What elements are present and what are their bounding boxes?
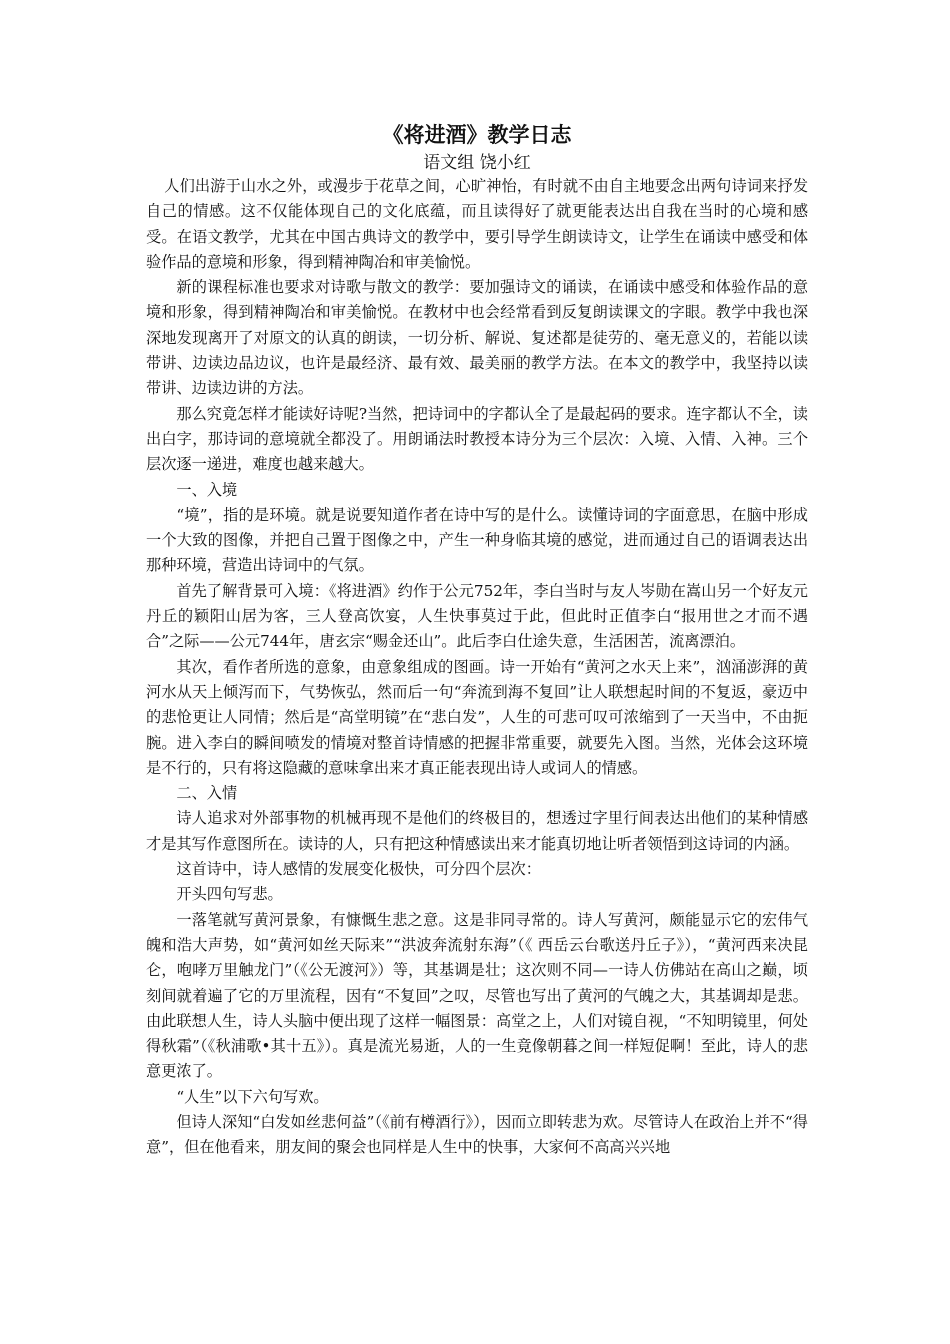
paragraph-method: 那么究竟怎样才能读好诗呢?当然，把诗词中的字都认全了是最起码的要求。连字都认不全，读出白字，那诗词的意境就全都没了。用朗诵法时教授本诗分为三个层次：入境、入情、入神。三个层次逐一递进，难度也越来越大。 (146, 404, 808, 474)
section-heading-1: 一、入境 (176, 480, 238, 499)
paragraph-sorrow-heading: 开头四句写悲。 (176, 885, 283, 904)
paragraph-background: 首先了解背景可入境：《将进酒》约作于公元752年，李白当时与友人岑勋在嵩山另一个好友元丹丘的颖阳山居为客，三人登高饮宴，人生快事莫过于此，但此时正值李白“报用世之才而不遇合”之际——公元744年，唐玄宗“赐金还山”。此后李白仕途失意，生活困苦，流离漂泊。 (146, 581, 808, 651)
paragraph-yellow-river: 一落笔就写黄河景象，有慷慨生悲之意。这是非同寻常的。诗人写黄河，颇能显示它的宏伟气魄和浩大声势，如“黄河如丝天际来”“洪波奔流射东海”（《 西岳云台歌送丹丘子》），“黄河西来决昆仑，咆哮万里触龙门”（《公无渡河》）等，其基调是壮；这次则不同—一诗人仿佛站在高山之巅，顷刻间就着遍了它的万里流程，因有“不复回”之叹，尽管也写出了黄河的气魄之大，其基调却是悲。由此联想人生，诗人头脑中便出现了这样一幅图景：高堂之上，人们对镜自视，“不知明镜里，何处得秋霜”（《秋浦歌•其十五》）。真是流光易逝，人的一生竟像朝暮之间一样短促啊！至此，诗人的悲意更浓了。 (146, 910, 808, 1081)
section-heading-2: 二、入情 (176, 784, 238, 803)
paragraph-curriculum: 新的课程标准也要求对诗歌与散文的教学：要加强诗文的诵读，在诵读中感受和体验作品的意境和形象，得到精神陶冶和审美愉悦。在教材中也会经常看到反复朗读课文的字眼。教学中我也深深地发现离开了对原文的认真的朗读，一切分析、解说、复述都是徒劳的、毫无意义的，若能以读带讲、边读边品边议，也许是最经济、最有效、最美丽的教学方法。在本文的教学中，我坚持以读带讲、边读边讲的方法。 (146, 278, 808, 398)
paragraph-levels: 这首诗中，诗人感情的发展变化极快，可分四个层次： (176, 860, 541, 879)
paragraph-joy-heading: “人生”以下六句写欢。 (176, 1087, 329, 1106)
document-title: 《将进酒》教学日志 (382, 122, 572, 147)
paragraph-imagery: 其次，看作者所选的意象，由意象组成的图画。诗一开始有“黄河之水天上来”，汹涌澎湃的黄河水从天上倾泻而下，气势恢弘，然而后一句“奔流到海不复回”让人联想起时间的不复返，豪迈中的悲怆更让人同情；然后是“高堂明镜”在“悲白发”，人生的可悲可叹可浓缩到了一天当中，不由扼腕。进入李白的瞬间喷发的情境对整首诗情感的把握非常重要，就要先入图。当然，光体会这环境是不行的，只有将这隐藏的意味拿出来才真正能表现出诗人或词人的情感。 (146, 657, 808, 777)
paragraph-joy: 但诗人深知“白发如丝悲何益”（《前有樽酒行》），因而立即转悲为欢。尽管诗人在政治上并不“得意”，但在他看来，朋友间的聚会也同样是人生中的快事，大家何不高高兴兴地 (146, 1112, 808, 1157)
document-author: 语文组 饶小红 (423, 153, 531, 173)
paragraph-intro: 人们出游于山水之外，或漫步于花草之间，心旷神怡，有时就不由自主地要念出两句诗词来抒发自己的情感。这不仅能体现自己的文化底蕴，而且读得好了就更能表达出自我在当时的心境和感受。在语文教学，尤其在中国古典诗文的教学中，要引导学生朗读诗文，让学生在诵读中感受和体验作品的意境和形象，得到精神陶冶和审美愉悦。 (146, 177, 808, 271)
paragraph-environment: “境”，指的是环境。就是说要知道作者在诗中写的是什么。读懂诗词的字面意思，在脑中形成一个大致的图像，并把自己置于图像之中，产生一种身临其境的感觉，进而通过自己的语调表达出那种环境，营造出诗词中的气氛。 (146, 505, 808, 575)
paragraph-emotion: 诗人追求对外部事物的机械再现不是他们的终极目的，想透过字里行间表达出他们的某种情感才是其写作意图所在。读诗的人，只有把这种情感读出来才能真切地让听者领悟到这诗词的内涵。 (146, 809, 808, 853)
document-page (146, 118, 808, 1161)
